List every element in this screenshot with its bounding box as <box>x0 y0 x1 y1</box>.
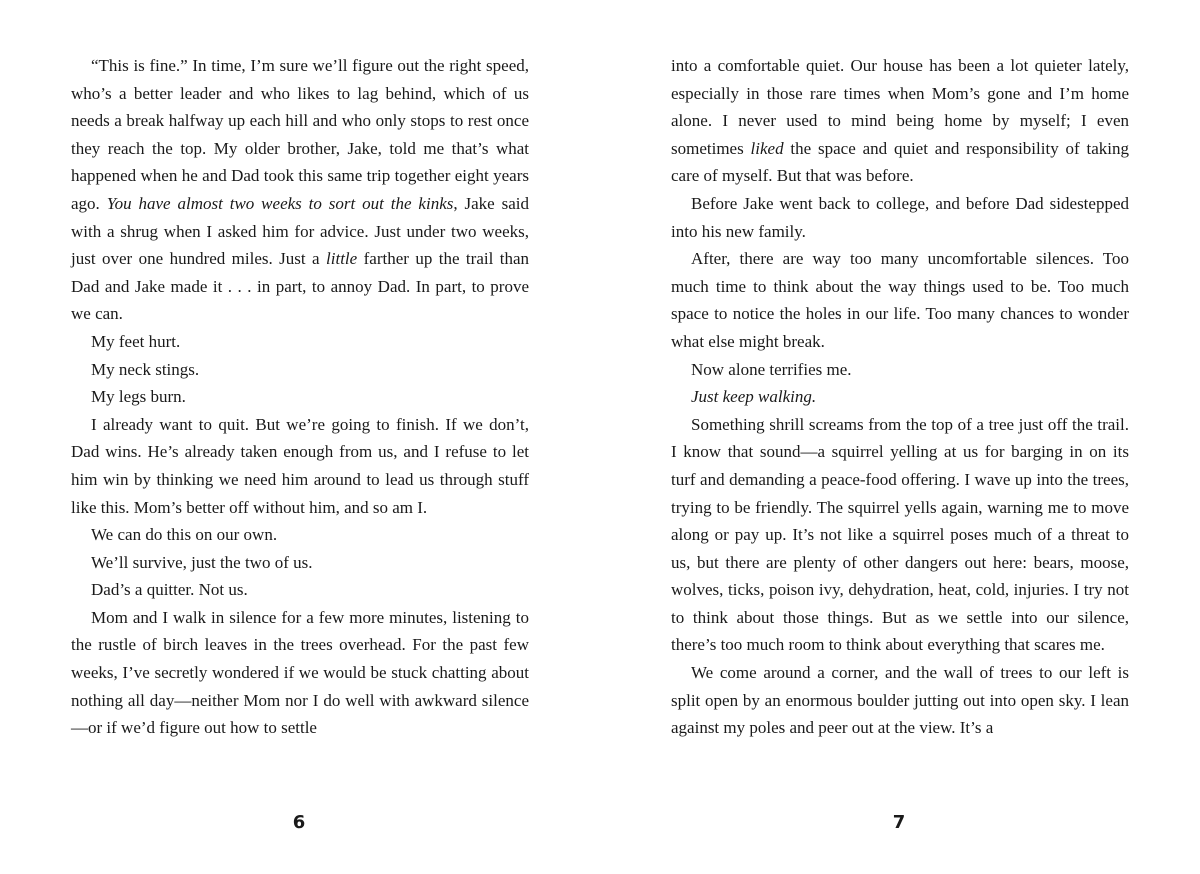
paragraph <box>71 52 529 328</box>
paragraph <box>71 576 529 604</box>
text-run: Something shrill screams from the top of a tree just off the trail. I know that sound—a squirrel yelling at us for barging in on its turf and demanding a peace-food offering. I wave up into the trees, trying to be friendly. The squirrel yells again, warning me to move along or pay up. It’s not like a squirrel poses much of a threat to us, but there are plenty of other dangers out here: bears, moose, wolves, ticks, poison ivy, dehydration, heat, cold, injuries. I try not to think about those things. But as we settle into our silence, there’s too much room to think about everything that scares me. <box>671 414 1129 655</box>
text-run: into a comfortable quiet. Our house has been a lot quieter lately, especially in those rare times when Mom’s gone and I’m home alone. I never used to mind being home by myself; I even sometimes <box>671 56 1129 158</box>
text-run: My neck stings. <box>91 359 200 379</box>
paragraph <box>671 190 1129 245</box>
text-run: “This is fine.” In time, I’m sure we’ll figure out the right speed, who’s a better leader and who likes to lag behind, which of us needs a break halfway up each hill and who only stops to rest once they reach the top. My older brother, Jake, told me that’s what happened when he and Dad took this same trip together eight years ago. <box>71 56 529 213</box>
paragraph <box>71 356 529 384</box>
text-run: We come around a corner, and the wall of trees to our left is split open by an enormous boulder jutting out into open sky. I lean against my poles and peer out at the view. It’s a <box>671 663 1129 738</box>
text-run: My legs burn. <box>91 387 186 407</box>
right-page-number: 7 <box>892 812 906 833</box>
text-run: Before Jake went back to college, and before Dad sidestepped into his new family. <box>671 193 1129 241</box>
paragraph <box>671 383 1129 411</box>
italic-text: Just keep walking. <box>691 387 817 407</box>
italic-text: little <box>326 249 358 269</box>
paragraph <box>71 411 529 521</box>
italic-text: liked <box>750 138 784 158</box>
paragraph <box>71 604 529 742</box>
text-run: My feet hurt. <box>91 331 181 351</box>
text-run: We’ll survive, just the two of us. <box>91 552 313 572</box>
text-run: Now alone terrifies me. <box>691 359 852 379</box>
paragraph <box>671 245 1129 355</box>
paragraph <box>71 549 529 577</box>
text-run: , Jake said with a shrug when I asked him for advice. Just under two weeks, just over one hundred miles. Just a <box>71 193 530 269</box>
text-run: Mom and I walk in silence for a few more minutes, listening to the rustle of birch leaves in the trees overhead. For the past few weeks, I’ve secretly wondered if we would be stuck chatting about nothing all day—neither Mom nor I do well with awkward silence—or if we’d figure out how to settle <box>71 607 529 738</box>
paragraph <box>671 356 1129 384</box>
paragraph <box>71 328 529 356</box>
left-page-number: 6 <box>292 812 306 833</box>
paragraph <box>671 411 1129 659</box>
text-run: the space and quiet and responsibility of taking care of myself. But that was before. <box>671 138 1130 186</box>
left-page-text <box>71 52 529 742</box>
italic-text: You have almost two weeks to sort out the kinks <box>106 193 454 213</box>
right-page-text <box>671 52 1129 742</box>
paragraph <box>71 521 529 549</box>
text-run: We can do this on our own. <box>91 525 278 545</box>
text-run: Dad’s a quitter. Not us. <box>91 580 248 600</box>
text-run: farther up the trail than Dad and Jake made it . . . in part, to annoy Dad. In part, to prove we can. <box>71 249 529 324</box>
paragraph <box>671 659 1129 742</box>
text-run: I already want to quit. But we’re going to finish. If we don’t, Dad wins. He’s already taken enough from us, and I refuse to let him win by thinking we need him around to lead us through stuff like this. Mom’s better off without him, and so am I. <box>71 414 529 517</box>
paragraph <box>71 383 529 411</box>
text-run: After, there are way too many uncomfortable silences. Too much time to think about the way things used to be. Too much space to notice the holes in our life. Too many chances to wonder what else might break. <box>671 249 1129 351</box>
paragraph <box>671 52 1129 190</box>
